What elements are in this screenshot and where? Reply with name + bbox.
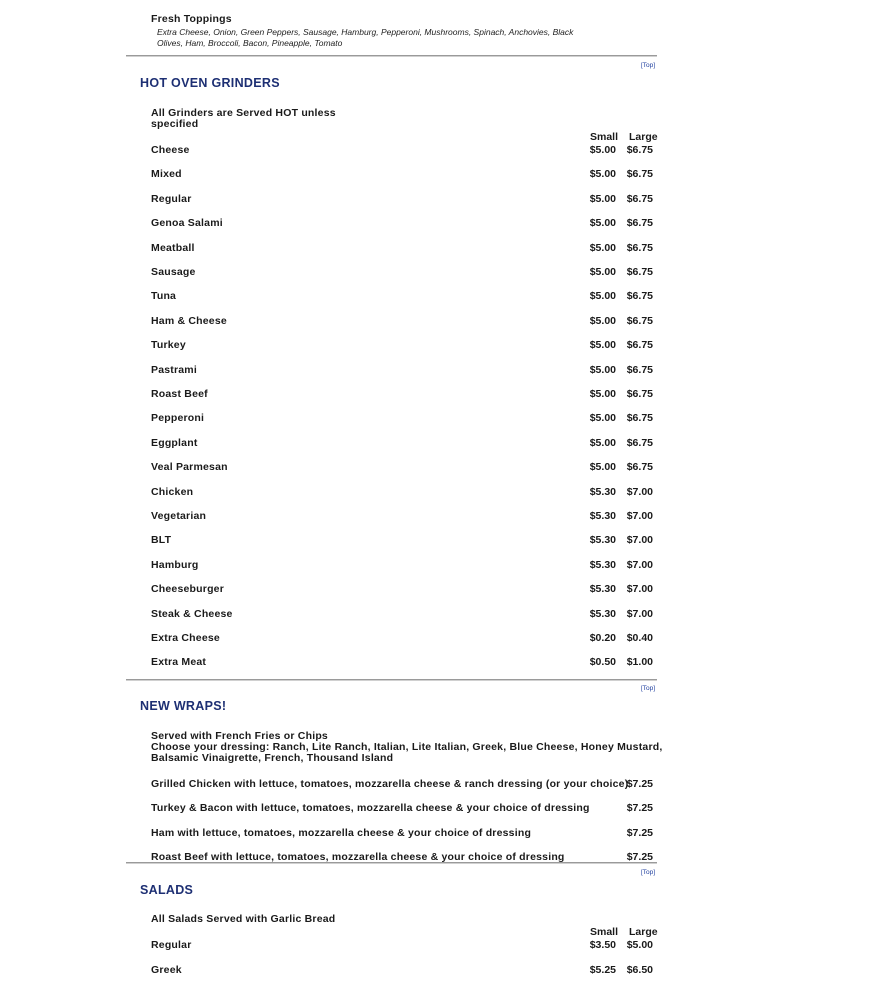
grinder-price-large: $6.75 [626,436,653,449]
grinder-price-small: $5.30 [589,583,616,596]
grinder-item-name: Roast Beef [151,388,208,400]
grinder-item-name: Mixed [151,168,182,181]
grinder-price-small: $5.00 [589,388,616,400]
grinder-price-small: $5.00 [589,314,616,327]
toppings-title: Fresh Toppings [151,13,232,25]
grinders-note-line1: All Grinders are Served HOT unless [151,107,336,119]
grinder-price-large: $6.75 [626,314,653,327]
grinder-item-name: Cheese [151,144,190,156]
salads-note: All Salads Served with Garlic Bread [151,913,336,925]
wrap-item-name: Grilled Chicken with lettuce, tomatoes, mozzarella cheese & ranch dressing (or your choice) [151,778,629,790]
salad-price-small: $5.25 [589,963,616,976]
grinder-item-name: Sausage [151,266,196,278]
grinder-item-name: Steak & Cheese [151,607,233,620]
grinder-price-small: $0.20 [589,632,616,644]
section-divider [126,862,657,864]
grinder-item-name: Pastrami [151,363,197,376]
section-divider [126,679,657,681]
grinder-price-small: $5.30 [589,534,616,547]
grinder-price-large: $7.00 [626,607,653,620]
grinder-item-name: Turkey [151,339,186,352]
wraps-note-line3: Balsamic Vinaigrette, French, Thousand Island [151,752,394,764]
grinder-price-large: $7.00 [626,510,653,522]
wrap-price: $7.25 [626,826,653,839]
grinder-price-small: $5.00 [589,461,616,474]
grinder-price-small: $5.00 [589,241,616,254]
grinder-price-small: $5.30 [589,510,616,522]
grinder-price-small: $5.00 [589,363,616,376]
grinder-price-small: $5.00 [589,436,616,449]
grinder-item-name: Vegetarian [151,510,207,522]
grinder-price-large: $6.75 [626,412,653,425]
grinder-item-name: Tuna [151,290,177,303]
grinders-col-small: Small [590,131,619,143]
grinder-item-name: Hamburg [151,558,199,571]
salad-item-name: Greek [151,963,182,976]
grinders-note-line2: specified [151,118,199,130]
section-divider [126,55,657,57]
grinder-item-name: Veal Parmesan [151,461,228,474]
salads-heading: SALADS [140,883,194,897]
salad-item-name: Regular [151,939,192,951]
grinder-price-large: $7.00 [626,534,653,547]
grinder-price-small: $5.00 [589,217,616,230]
grinder-price-large: $6.75 [626,144,653,156]
grinder-price-large: $7.00 [626,583,653,596]
grinder-price-small: $5.00 [589,339,616,352]
grinder-price-large: $7.00 [626,558,653,571]
grinder-item-name: Meatball [151,241,195,254]
top-link[interactable]: [Top] [641,869,656,876]
grinders-col-large: Large [629,131,658,143]
grinder-item-name: Extra Meat [151,656,207,669]
grinder-price-large: $6.75 [626,241,653,254]
grinder-price-small: $5.00 [589,192,616,205]
grinder-price-large: $6.75 [626,217,653,230]
grinder-price-large: $6.75 [626,461,653,474]
wrap-price: $7.25 [626,850,653,863]
grinder-price-large: $0.40 [626,632,653,644]
wrap-price: $7.25 [626,802,653,815]
grinder-item-name: Chicken [151,485,194,498]
salad-price-large: $5.00 [626,939,653,951]
wraps-note-line1: Served with French Fries or Chips [151,730,328,742]
grinder-price-small: $5.30 [589,485,616,498]
grinder-price-large: $6.75 [626,266,653,278]
grinder-price-small: $5.00 [589,412,616,425]
grinder-price-large: $6.75 [626,290,653,303]
grinders-heading: HOT OVEN GRINDERS [140,76,280,90]
salads-col-large: Large [629,926,658,938]
grinder-price-small: $5.00 [589,168,616,181]
toppings-list-line2: Olives, Ham, Broccoli, Bacon, Pineapple, Tomato [157,38,343,48]
grinder-item-name: Extra Cheese [151,632,220,644]
grinder-item-name: Pepperoni [151,412,205,425]
salad-price-small: $3.50 [589,939,616,951]
grinder-price-small: $5.00 [589,290,616,303]
grinder-item-name: Eggplant [151,436,198,449]
top-link[interactable]: [Top] [641,685,656,692]
grinder-item-name: Regular [151,192,192,205]
grinder-price-small: $5.00 [589,144,616,156]
grinder-price-large: $6.75 [626,388,653,400]
grinder-price-large: $6.75 [626,363,653,376]
wraps-note-line2: Choose your dressing: Ranch, Lite Ranch, Italian, Lite Italian, Greek, Blue Cheese, Honey Mustard, [151,741,663,753]
grinder-price-small: $5.00 [589,266,616,278]
wrap-item-name: Roast Beef with lettuce, tomatoes, mozzarella cheese & your choice of dressing [151,850,565,863]
grinder-price-large: $7.00 [626,485,653,498]
grinder-price-large: $6.75 [626,192,653,205]
grinder-price-large: $6.75 [626,339,653,352]
wrap-item-name: Turkey & Bacon with lettuce, tomatoes, mozzarella cheese & your choice of dressing [151,802,590,815]
wraps-heading: NEW WRAPS! [140,699,227,713]
grinder-item-name: Cheeseburger [151,583,225,596]
grinder-price-small: $5.30 [589,607,616,620]
grinder-item-name: Ham & Cheese [151,314,227,327]
grinder-price-large: $1.00 [626,656,653,669]
grinder-item-name: BLT [151,534,172,547]
toppings-list-line1: Extra Cheese, Onion, Green Peppers, Sausage, Hamburg, Pepperoni, Mushrooms, Spinach, Anchovies, Black [157,27,574,37]
salads-col-small: Small [590,926,619,938]
wrap-price: $7.25 [626,778,653,790]
top-link[interactable]: [Top] [641,62,656,69]
grinder-price-small: $0.50 [589,656,616,669]
grinder-price-small: $5.30 [589,558,616,571]
wrap-item-name: Ham with lettuce, tomatoes, mozzarella cheese & your choice of dressing [151,826,532,839]
salad-price-large: $6.50 [626,963,653,976]
grinder-item-name: Genoa Salami [151,217,223,230]
grinder-price-large: $6.75 [626,168,653,181]
